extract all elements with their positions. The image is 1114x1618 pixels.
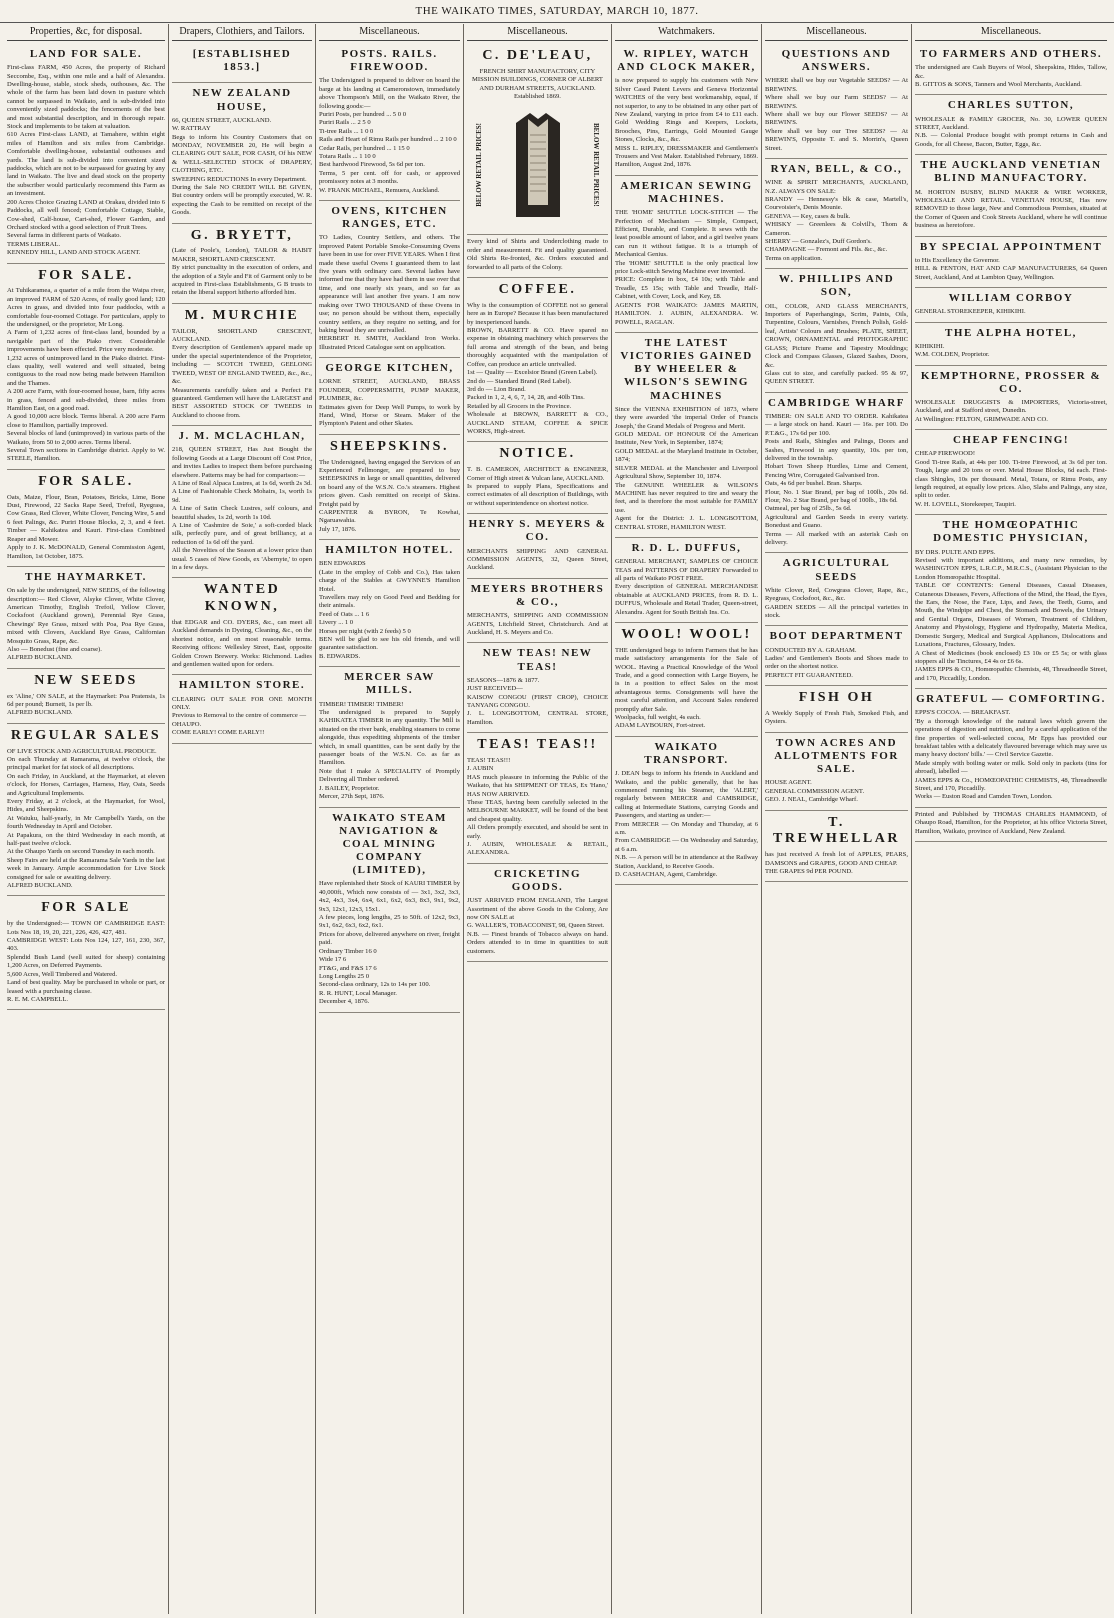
ad-body: OIL, COLOR, AND GLASS MERCHANTS, Importers of Paperhangings, Scrim, Paints, Oils, Turpentine, Colours, Varnishes, French Polish, Gold-leaf, Artists' Colours and Brushes; PLATE, SHEET, CROWN, ORNAMENTAL and PHOTOGRAPHIC GLASS; Picture Frame and Tapestry Mouldings; Clock and Compass Glasses, Glazed Sashes, Doors, &c. Glass cut to size, and carefully packed. 95 & 97, QUEEN STREET. xyxy=(765,302,908,386)
ad-body: White Clover, Red, Cowgrass Clover, Rape, &c., Ryegrass, Cocksfoot, &c., &c. GARDEN SEEDS — All the principal varieties in stock. xyxy=(765,586,908,619)
ad-body: THE undersigned begs to inform Farmers that he has made satisfactory arrangements for the Sale of WOOL. Having a Practical Knowledge of the Wool Trade, and a good connection with Large Buyers, he is in a position to effect Sales on the most advantageous terms. Consignments will have the most careful attention, and Account Sales rendered promptly after Sale. Woolpacks, full weight, 4s each. ADAM LAYBOURN, Fort-street. xyxy=(615,646,758,730)
advertisement-charles-sutton xyxy=(915,95,1107,155)
ad-body: T. B. CAMERON, ARCHITECT & ENGINEER, Corner of High street & Vulcan lane, AUCKLAND. Is prepared to supply Plans, Specifications and correct estimates of all description of Buildings, with or without superintendence on shortest notice. xyxy=(467,466,608,507)
advertisement-fish-oh xyxy=(765,686,908,733)
ad-title: WOOL! WOOL! xyxy=(621,626,752,642)
column-heading: Drapers, Clothiers, and Tailors. xyxy=(172,24,312,41)
ad-body: On sale by the undersigned, NEW SEEDS, of the following description:— Red Clover, Alsyke Clover, White Clover, American Timothy, English Trefoil, Yellow Clover, Cocksfoot (Auckland grown), Perennial Rye Grass, Chewings' Rye Grass, mixed with Poa, Poa Rye Grass, mixed with Clovers, Auckland Rye Grass, Californian Mosquito Grass, Rape, &c. Also — Bonedust (fine and coarse). ALFRED BUCKLAND. xyxy=(7,587,165,662)
ad-body: M. HORTON BUSBY, BLIND MAKER & WIRE WORKER, WHOLESALE AND RETAIL. VENETIAN HOUSE, Has now REMOVED to those large, New and Commodious Premises, situated at the Corner of Queen and Cook Streets Auckland, where he will continue business as heretofore. xyxy=(915,188,1107,230)
ad-title: RYAN, BELL, & CO., xyxy=(770,163,903,176)
masthead: THE WAIKATO TIMES, SATURDAY, MARCH 10, 1877. xyxy=(0,0,1114,23)
column-heading: Miscellaneous. xyxy=(765,24,908,41)
figure-caption-right: BELOW RETAIL PRICES! xyxy=(592,123,600,208)
advertisement-william-corboy xyxy=(915,288,1107,323)
ad-title: T. TREWHELLAR xyxy=(773,814,900,847)
ad-title: CAMBRIDGE WHARF xyxy=(768,396,905,409)
ad-title: MEYERS BROTHERS & CO., xyxy=(470,582,605,608)
advertisement-waikato-steam-navigation-coal-mining-com xyxy=(319,808,460,1013)
ad-body: First-class FARM, 450 Acres, the property of Richard Seccombe, Esq., within one mile and a half of Alexandra. Dwelling-house, stable, stock sheds, outhouses, &c. The whole of the farm has been laid down in pasture which cannot be surpassed in Waikato, and is sub-divided into conveniently sized paddocks; the fencements of the best and most substantial description, and in thorough repair. Stock and implements to be taken at valuation. 610 Acres First-class LAND, at Tamahere, within eight miles of Hamilton and six miles from Cambridge. Comfortable dwelling-house, substantial outhouses and yards. The land is sub-divided into convenient sized paddocks, which are not to be surpassed for grazing by any land in Waikato. The live and dead stock on the property the subscriber would particularly recommend this Farm as an investment. 200 Acres Choice Grazing LAND at Orakau, divided into 6 Paddocks, all well fenced; Comfortable Cottage, Stable, Cow-shed, Calf-house, Cart-shed, Flower Garden, and Orchard stocked with a good selection of Fruit Trees. Several farms in different parts of Waikato. TERMS LIBERAL. KENNEDY HILL, LAND AND STOCK AGENT. xyxy=(7,64,165,257)
ad-body: LORNE STREET, AUCKLAND, BRASS FOUNDER, COPPERSMITH, PUMP MAKER, PLUMBER, &c. Estimates given for Deep Well Pumps, to work by Hand, Wind, Horse or Steam. Maker of the Plympton's Patent and other Skates. xyxy=(319,378,460,428)
ad-title: CHEAP FENCING! xyxy=(952,434,1070,447)
advertisement-for-sale xyxy=(7,896,165,1010)
ad-body: that EDGAR and CO. DYERS, &c., can meet all Auckland demands in Dyeing, Cleaning, &c., on the shortest notice, and on most reasonable terms. Receiving offices: Wellesley Street, East, opposite Golden Crown Brewery. Works: Richmond. Ladies and gentlemen waited upon for orders. xyxy=(172,619,312,669)
ad-title: WAIKATO TRANSPORT. xyxy=(644,740,729,767)
advertisement-for-sale xyxy=(7,264,165,470)
column-7 xyxy=(912,24,1110,1614)
advertisement-ryan-bell-co xyxy=(765,159,908,269)
advertisement-land-for-sale xyxy=(7,44,165,264)
advertisement-for-sale xyxy=(7,470,165,567)
ad-title: WANTED KNOWN, xyxy=(203,582,281,615)
ad-title: KEMPTHORNE, PROSSER & CO. xyxy=(920,369,1102,395)
ad-body: CLEARING OUT SALE FOR ONE MONTH ONLY. Previous to Removal to the centre of commerce — OHAUPO. COME EARLY! COME EARLY!! xyxy=(172,695,312,737)
advertisement-ovens-kitchen-ranges-etc xyxy=(319,201,460,358)
ad-title: W. PHILLIPS AND SON, xyxy=(778,273,895,299)
advertisement-t-trewhellar xyxy=(765,811,908,883)
ad-title: FOR SALE. xyxy=(38,267,134,283)
column-1 xyxy=(4,24,169,1614)
advertisement-the-latest-victories-gained-by-wheeler-w xyxy=(615,333,758,538)
advertisement-w-phillips-and-son xyxy=(765,269,908,392)
ad-title: THE HAYMARKET. xyxy=(25,570,147,583)
ad-body: GENERAL STOREKEEPER, KIHIKIHI. xyxy=(915,308,1026,316)
ad-body: The Undersigned, having engaged the Services of an Experienced Fellmonger, are prepared to buy SHEEPSKINS in large or small quantities, delivered on board any of the W.S.N. Co.'s steamers. Highest prices given. Cash remitted on receipt of Skins. Freight paid by CARPENTER & BYRON, Te Kowhai, Ngaruawahia. July 17, 1876. xyxy=(319,458,460,533)
ad-body: is now prepared to supply his customers with New Silver Cased Patent Levers and Geneva Horizontal WATCHES of the very best workmanship, equal, if not superior, to any to be obtained in any other part of New Zealand, varying in price from £4 to £11 each. Gold Wedding Rings and Keepers, Lockets, Brooches, Pins, Earrings, Gold Mounted Gauge Stones, Clocks, &c., &c. MISS L. RIPLEY, DRESSMAKER and Gentlemen's Trousers and Vest Maker. Established February, 1869. Hamilton, August 2nd, 1876. xyxy=(615,77,758,169)
advertisement-posts-rails-firewood xyxy=(319,44,460,201)
ad-body: Since the VIENNA EXHIBITION of 1873, where they were awarded 'the imperial Order of Francis Joseph,' the Grand Medals of Progress and Merit. GOLD MEDAL OF HONOUR Of the American Institute, New York, in September, 1874; GOLD MEDAL at the Maryland Institute in October, 1874; SILVER MEDAL at the Manchester and Liverpool Agricultural Show, September 10, 1874. The GENUINE WHEELER & WILSON'S MACHINE has never required to tire and weary the feet, and is therefore the most suitable for FAMILY use. Agent for the District: J. L. LONGBOTTOM, CENTRAL STORE, HAMILTON WEST. xyxy=(615,405,758,531)
ad-body: 66, QUEEN STREET, AUCKLAND. W. RATTRAY Begs to inform his Country Customers that on MONDAY, NOVEMBER 20, He will begin a CLEARING OUT SALE, FOR CASH, Of his NEW & WELL-SELECTED STOCK of DRAPERY, CLOTHING, ETC. SWEEPING REDUCTIONS In every Department. During the Sale NO CREDIT WILL BE GIVEN, But country orders will be promptly executed, W. R. expecting the Cash to be remitted on receipt of the Goods. xyxy=(172,116,312,217)
ad-title: THE HOMŒOPATHIC DOMESTIC PHYSICIAN, xyxy=(933,519,1089,545)
ad-title: J. M. MCLACHLAN, xyxy=(178,430,306,443)
advertisement-wanted-known xyxy=(172,578,312,675)
advertisement-town-acres-and-allotments-for-sale xyxy=(765,733,908,811)
ad-body: CHEAP FIREWOOD! Good Ti-tree Rails, at 44s per 100. Ti-tree Firewood, at 3s 6d per ton. Tough, large and 20 tons or over. Metal House Blocks, 6d each. First-class Shingles, 10s per thousand. Metal, Totara, or Rimu Posts, any length required, at equally low prices. Also, Slabs and Palings, any size, split to order. W. H. LOVELL, Storekeeper, Taupiri. xyxy=(915,450,1107,508)
ad-title: LAND FOR SALE. xyxy=(29,48,143,60)
column-heading: Properties, &c, for disposal. xyxy=(7,24,165,41)
advertisement-c-de-leau xyxy=(467,44,608,235)
ad-title: REGULAR SALES xyxy=(10,727,162,743)
advertisement-kempthorne-prosser-co xyxy=(915,366,1107,431)
advertisement-the-hom-opathic-domestic-physician xyxy=(915,515,1107,689)
shirt-illustration xyxy=(502,105,574,225)
advertisement-the-haymarket xyxy=(7,567,165,669)
ad-body: Printed and Published by THOMAS CHARLES HAMMOND, of Ohaupo Road, Hamilton, for the Proprietor, at his office Victoria Street, Hamilton, Waikato, province of Auckland, New Zealand. xyxy=(915,810,1107,835)
ad-title: NEW TEAS! NEW TEAS! xyxy=(482,647,593,673)
figure-caption-left: BELOW RETAIL PRICES! xyxy=(475,123,483,208)
ad-body: (Late of Poole's, London), TAILOR & HABIT MAKER, SHORTLAND CRESCENT. By strict punctuality in the execution of orders, and the adoption of a Style and Fit of Garment only to be acquired in First-class Establishments, G B trusts to retain the liberal support hitherto afforded him. xyxy=(172,247,312,297)
advertisement-meyers-brothers-co xyxy=(467,579,608,644)
advertisement-coffee xyxy=(467,278,608,442)
ad-title: WILLIAM CORBOY xyxy=(948,292,1074,305)
ad-body: TIMBER: ON SALE AND TO ORDER. Kahikatea — a large stock on hand. Kauri — 16s. per 100. Do P.T.&G., 17s 6d per 100. Posts and Rails, Shingles and Palings, Doors and Sashes, Firewood in any quantity, 10s. per ton, delivered in the township. Hobart Town Sheep Hurdles, Lime and Cement, Fencing Wire, Corrugated Galvanised Iron. Oats, 4s 6d per bushel. Bran. Sharps. Flour, No. 1 Star Brand, per bag of 100lb., 20s 6d. Flour, No. 2 Star Brand, per bag of 100lb., 18s 6d. Oatmeal, per bag of 25lb., 5s 6d. Agricultural and Garden Seeds in every variety. Bonedust and Guano. Terms — All marked with an asterisk Cash on delivery. xyxy=(765,412,908,546)
column-heading: Miscellaneous. xyxy=(915,24,1107,41)
ad-body: MERCHANTS, SHIPPING AND COMMISSION AGENTS, Litchfield Street, Christchurch. And at Auckland, H. S. Meyers and Co. xyxy=(467,612,608,636)
ad-body: ex 'Aline,' ON SALE, at the Haymarket: Poa Pratensis, 1s 6d per pound; Burnett, 1s per lb. ALFRED BUCKLAND. xyxy=(7,692,165,717)
ad-title: TOWN ACRES AND ALLOTMENTS FOR SALE. xyxy=(774,736,899,776)
ad-title: G. BRYETT, xyxy=(190,227,294,243)
advertisement-hamilton-hotel xyxy=(319,540,460,667)
ad-body: Why is the consumption of COFFEE not so general here as in Europe? Because it has been manufactured by inexperienced hands. BROWN, BARRETT & CO. Have spared no expense in obtaining machinery which preserves the full aroma and strength of the bean, and being thoroughly acquainted with the manipulation of Coffee, can produce an article unrivalled. 1st — Quality — Excelsior Brand (Green Label). 2nd do — Standard Brand (Red Label). 3rd do — Lion Brand. Packed in 1, 2, 4, 6, 7, 14, 28, and 40lb Tins. Retailed by all Grocers in the Province. Wholesale at BROWN, BARRETT & CO., AUCKLAND STEAM, COFFEE & SPICE WORKS, High-street. xyxy=(467,301,608,435)
advertisement-notice xyxy=(467,442,608,514)
column-6 xyxy=(762,24,912,1614)
advertisement-george-kitchen xyxy=(319,358,460,435)
ad-title: HAMILTON HOTEL. xyxy=(325,544,454,557)
ad-body: BEN EDWARDS (Late in the employ of Cobb and Co.), Has taken charge of the Stables at GWYNNE'S Hamilton Hotel. Travellers may rely on Good Feed and Bedding for their animals. Feed of Oats ... 1 6 Livery ... 1 0 Horses per night (with 2 feeds) 5 0 BEN will be glad to see his old friends, and will guarantee satisfaction. B. EDWARDS. xyxy=(319,560,460,660)
advertisement-g-bryett xyxy=(172,224,312,304)
ad-title: QUESTIONS AND ANSWERS. xyxy=(781,48,892,74)
ad-body: WINE & SPIRIT MERCHANTS, AUCKLAND, N.Z. ALWAYS ON SALE: BRANDY — Hennessy's blk & case, Martell's, Courvoisier's, Denis Mounie. GENEVA — Key, cases & bulk. WHISKY — Greenlees & Colvill's, Thom & Cameron. SHERRY — Gonzalez's, Duff Gordon's. CHAMPAGNE — Fremont and Fils. &c., &c. Terms on application. xyxy=(765,179,908,262)
column-heading: Miscellaneous. xyxy=(319,24,460,41)
ad-title: W. RIPLEY, WATCH AND CLOCK MAKER, xyxy=(617,48,756,74)
ad-title: HENRY S. MEYERS & CO. xyxy=(468,518,607,544)
advertisement-new-zealand-house xyxy=(172,83,312,223)
ad-body: SEASONS—1876 & 1877. JUST RECEIVED— KAISOW CONGOU (FIRST CROP), CHOICE TANYANG CONGOU. J. L. LONGBOTTOM, CENTRAL STORE, Hamilton. xyxy=(467,676,608,726)
ad-body: WHOLESALE & FAMILY GROCER, No. 30, LOWER QUEEN STREET, Auckland. N.B. — Colonial Produce bought with prompt returns in Cash and Goods, for all Cheese, Bacon, Butter, Eggs, &c. xyxy=(915,115,1107,148)
ad-body: WHOLESALE DRUGGISTS & IMPORTERS, Victoria-street, Auckland, and at Stafford street, Dunedin. At Wellington: FELTON, GRIMWADE AND CO. xyxy=(915,399,1107,423)
advertisement-established-1853 xyxy=(172,44,312,83)
ad-title: TEAS! TEAS!! xyxy=(477,737,598,753)
column-2 xyxy=(169,24,316,1614)
ad-title: TO FARMERS AND OTHERS. xyxy=(919,48,1103,60)
ad-body: TIMBER! TIMBER! TIMBER! The undersigned is prepared to Supply KAHIKATEA TIMBER in any quantity. The Mill is situated on the river bank, enabling steamers to come alongside, thus expediting shipments of the timber which, in small quantities, can be sent daily by the passenger boats of the W.S.N. Co. as far as Hamilton. Note that I make A SPECIALITY of Promptly Delivering all Timber ordered. J. BAILEY, Proprietor. Mercer, 27th Sept, 1876. xyxy=(319,700,460,801)
ad-title: WAIKATO STEAM NAVIGATION & COAL MINING COMPANY (LIMITED), xyxy=(332,811,447,877)
ad-body: BY DRS. PULTE AND EPPS. Revised with important additions, and many new remedies, by WASHINGTON EPPS, L.R.C.P., M.R.C.S., (Assistant Physician to the London Homœopathic Hospital. TABLE OF CONTENTS: General Diseases, Casual Diseases, Cutaneous Diseases, Fevers, Affections of the Mind, the Head, the Eyes, the Ears, the Nose, the Face, Lips, and Jaws, the Teeth, Gums, and Mouth, the Windpipe and Chest, the Stomach and Bowels, the Urinary and Genital Organs, Diseases of Women, Treatment of Children, Anatomy and Physiology, Hygiene and Hydropathy, Materia Medica, Domestic Surgery, Medical and Surgical Appliances, Dislocations and Luxations, Fractures, Glossary, Index. A Chest of Medicines (book enclosed) £3 10s or £5 5s; or with glass stoppers all the Tinctures, £4 4s or £6 6s. JAMES EPPS & CO., Homœopathic Chemists, 48, Threadneedle Street, and 170, Piccadilly, London. xyxy=(915,548,1107,682)
ad-body: TAILOR, SHORTLAND CRESCENT, AUCKLAND. Every description of Gentlemen's apparel made up under the special superintendence of the Proprietor, including — SCOTCH TWEED, GEELONG TWEED, WEST OF ENGLAND TWEED, &c., &c., &c. Measurements carefully taken and a Perfect Fit guaranteed. Gentlemen will have the LARGEST and BEST ASSORTED STOCK OF TWEEDS in Auckland to choose from. xyxy=(172,327,312,419)
advertisement-r-d-l-duffus xyxy=(615,538,758,623)
column-5 xyxy=(612,24,762,1614)
advertisement-the-alpha-hotel xyxy=(915,323,1107,366)
column-3 xyxy=(316,24,464,1614)
ad-body: CONDUCTED BY A. GRAHAM. Ladies' and Gentlemen's Boots and Shoes made to order on the shortest notice. PERFECT FIT GUARANTEED. xyxy=(765,646,908,679)
ad-body: J. DEAN begs to inform his friends in Auckland and Waikato, and the public generally, that he has commenced running his Steamer, the 'ALERT,' regularly between MERCER and CAMBRIDGE, calling at Intermediate Stations, carrying Goods and Passengers, and starting as under:— From MERCER — On Monday and Thursday, at 6 a.m. From CAMBRIDGE — On Wednesday and Saturday, at 6 a.m. N.B. — A person will be in attendance at the Railway Station, Auckland, to Receive Goods. D. CASHACHAN, Agent, Cambridge. xyxy=(615,770,758,879)
column-heading: Watchmakers. xyxy=(615,24,758,41)
advertisement-hamilton-store xyxy=(172,675,312,743)
advertisement-agricultural-seeds xyxy=(765,553,908,626)
ad-body: A Weekly Supply of Fresh Fish, Smoked Fish, and Oysters. xyxy=(765,710,908,726)
advertisement-cambridge-wharf xyxy=(765,393,908,554)
advertisement-sheepskins xyxy=(319,435,460,540)
ad-title: CRICKETING GOODS. xyxy=(493,867,582,894)
ad-body: by the Undersigned:— TOWN OF CAMBRIDGE EAST: Lots Nos 18, 19, 20, 221, 226, 426, 427, 481. CAMBRIDGE WEST: Lots Nos 124, 127, 161, 230, 367, 403. Splendid Bush Land (well suited for sheep) containing 1,200 Acres, on Deferred Payments. 5,600 Acres, Well Timbered and Watered. Land of best quality. May be purchased in whole or part, or leased with a purchasing clause. R. E. M. CAMPBELL. xyxy=(7,920,165,1003)
ad-body: has just received A fresh lot of APPLES, PEARS, DAMSONS and GRAPES, GOOD AND CHEAP. THE GRAPES 9d PER POUND. xyxy=(765,851,908,876)
ad-body: Have replenished their Stock of KAURI TIMBER by 40,000ft., Which now consists of — 3x1, 3x2, 3x3, 4x2, 4x3, 3x4, 6x4, 6x1, 6x2, 6x3, 8x3, 9x1, 9x2, 9x3, 12x1, 12x3, 15x1. A few pieces, long lengths, 25 to 50ft. of 12x2, 9x3, 9x1, 6x2, 6x3, 6x2, 6x1. Prices for above, delivered anywhere on river, freight paid. Ordinary Timber 16 0 Wide 17 6 FT&G, and F&S 17 6 Long Lengths 25 0 Second-class ordinary, 12s to 14s per 100. R. R. HUNT, Local Manager. December 4, 1876. xyxy=(319,880,460,1006)
advertisement-wool-wool xyxy=(615,623,758,737)
ad-title: FISH OH xyxy=(798,690,875,706)
ad-title: CHARLES SUTTON, xyxy=(947,99,1075,112)
ad-title: C. DE'LEAU, xyxy=(482,48,593,63)
advertisement-american-sewing-machines xyxy=(615,176,758,333)
ad-body: JUST ARRIVED FROM ENGLAND, The Largest Assortment of the above Goods in the Colony, Are now ON SALE at G. WALLER'S, TOBACCONIST, 98, Queen Street. N.B. — Finest brands of Tobacco always on hand. Orders attended to in time in quantities to suit customers. xyxy=(467,897,608,955)
column-heading: Miscellaneous. xyxy=(467,24,608,41)
ad-body: to His Excellency the Governor. HILL & FENTON, HAT AND CAP MANUFACTURERS, 64 Queen Street, Auckland, And at Lambton Quay, Wellington. xyxy=(915,256,1107,281)
advertisement-untitled xyxy=(467,235,608,278)
ad-title: GEORGE KITCHEN, xyxy=(325,362,454,375)
ad-body: THE 'HOME' SHUTTLE LOCK-STITCH — The Perfection of Mechanism — Simple, Compact, Efficient, Durable, and Complete. It sews with the least possible amount of labor, and a girl twelve years can run it without fatigue. It is a triumph of Mechanical Genius. The 'HOME' SHUTTLE is the only practical low price Lock-stitch Sewing Machine ever invented. PRICE: Complete in box, £4 10s; with Table and Treadle, £5 15s; with Table and Treadle, Half-Cabinet, with Cover, Lock, and Key, £8. AGENTS FOR WAIKATO: JAMES MARTIN, HAMILTON. J. AUBIN, ALEXANDRA. W. POWELL, RAGLAN. xyxy=(615,209,758,326)
advertisement-j-m-mclachlan xyxy=(172,426,312,578)
ad-body: The Undersigned is prepared to deliver on board the barge at his landing at Cameronstown, immediately above Thompson's Mill, on the Waikato River, the following goods:— Puriri Posts, per hundred ... 5 0 0 Puriri Rails ... 2 5 0 Ti-tree Rails ... 1 0 0 Rails and Heart of Rimu Rails per hundred ... 2 10 0 Cedar Rails, per hundred ... 1 15 0 Totara Rails ... 1 10 0 Best hardwood Firewood, 5s 6d per ton. Terms, 5 per cent. off for cash, or approved promissory notes at 3 months. W. FRANK MICHAEL, Remuera, Auckland. xyxy=(319,77,460,194)
advertisement-cheap-fencing xyxy=(915,430,1107,515)
advertisement-waikato-transport xyxy=(615,737,758,886)
ad-title: R. D. L. DUFFUS, xyxy=(631,541,742,554)
ad-title: GRATEFUL — COMFORTING. xyxy=(916,693,1106,706)
advertisement-grateful-comforting xyxy=(915,689,1107,808)
advertisement-by-special-appointment xyxy=(915,237,1107,288)
ad-body: FRENCH SHIRT MANUFACTORY, CITY MISSION BUILDINGS, CORNER OF ALBERT AND DURHAM STREETS, AUCKLAND. Established 1869. xyxy=(472,67,603,101)
advertisement-mercer-saw-mills xyxy=(319,667,460,807)
ad-title: NOTICE. xyxy=(499,446,576,462)
shirt-figure xyxy=(467,105,608,225)
advertisement-new-teas-new-teas xyxy=(467,643,608,733)
ad-body: Oats, Maize, Flour, Bran, Potatoes, Bricks, Lime, Bone Dust, Firewood, 22 Sacks Rape Seed, Trefoil, Ryegrass, Cow Grass, Red Clover, White Clover, Fencing Wire, 5 and 6 feet Palings, &c. Puriri House Blocks, 2, 3, and 4 feet. Timber — Kahikatea and Kauri. First-class Combined Reaper and Mower. Apply to J. K. McDONALD, General Commission Agent, Hamilton, 1st October, 1875. xyxy=(7,493,165,560)
ad-body: 218, QUEEN STREET, Has Just Bought the following Goods at a Large Discount off Cost Price, and invites Ladies to inspect them before purchasing elsewhere. Patterns may be had for comparison:— A Line of Real Alpaca Lustres, at 1s 6d, worth 2s 3d. A Line of Fashionable Check Mohairs, 1s, worth 1s 9d. A Line of Satin Check Lustres, self colours, and beautiful shades, 1s 2d, worth 1s 10d. A Line of 'Cashmire de Soie,' a soft-corded black silk, perfectly pure, and of great brilliancy, at a reduction of 1s 6d off the yard. All the Novelties of the Season at a lower price than usual. 5 cases of New Goods, ex 'Abernyte,' to open in a few days. xyxy=(172,446,312,571)
ad-title: NEW SEEDS xyxy=(34,672,138,688)
advertisement-cricketing-goods xyxy=(467,864,608,962)
advertisement-the-auckland-venetian-blind-manufactory xyxy=(915,155,1107,236)
advertisement-teas-teas xyxy=(467,733,608,864)
ad-title: AGRICULTURAL SEEDS xyxy=(782,557,891,583)
ad-body: TEAS! TEAS!!! J. AUBIN HAS much pleasure in informing the Public of the Waikato, that his SHIPMENT OF TEAS, Ex 'Hano,' HAS NOW ARRIVED. These TEAS, having been carefully selected in the MELBOURNE MARKET, will be found of the best and cheapest quality. All Orders promptly executed, and should be sent in early. J. AUBIN, WHOLESALE & RETAIL, ALEXANDRA. xyxy=(467,756,608,857)
ad-body: GENERAL MERCHANT, SAMPLES OF CHOICE TEAS and PATTERNS OF DRAPERY Forwarded to all parts of Waikato POST FREE. Every description of GENERAL MERCHANDISE obtainable at AUCKLAND PRICES, from R. D. L. DUFFUS, Wholesale and Retail Trader, Queen-street, Alexandra. Agent for South British Ins. Co. xyxy=(615,558,758,616)
ad-title: MERCER SAW MILLS. xyxy=(344,671,435,697)
ad-body: OF LIVE STOCK AND AGRICULTURAL PRODUCE. On each Thursday at Ramarama, at twelve o'clock, the principal market for fat stock of all descriptions. On each Friday, in Auckland, at the Haymarket, at eleven o'clock, for Horses, Carriages, Harness, Hay, Oats, Seeds and Agricultural Implements. Every Friday, at 2 o'clock, at the Haymarket, for Wool, Hides, and Sheepskins. At Waiuku, half-yearly, in Mr Campbell's Yards, on the fourth Wednesday in April and October. At Papakura, on the third Wednesday in each month, at half-past twelve o'clock. At the Ohaupo Yards on second Tuesday in each month. Sheep Fairs are held at the Ramarama Sale Yards in the last week in January. Ample accommodation for Live Stock consigned for sale or awaiting delivery. ALFRED BUCKLAND. xyxy=(7,747,165,890)
ad-title: THE AUCKLAND VENETIAN BLIND MANUFACTORY. xyxy=(920,159,1102,185)
advertisement-m-murchie xyxy=(172,304,312,426)
column-4 xyxy=(464,24,612,1614)
column-container xyxy=(4,24,1110,1614)
ad-body: HOUSE AGENT. GENERAL COMMISSION AGENT. GEO. J. NEAL, Cambridge Wharf. xyxy=(765,779,865,804)
ad-body: The undersigned are Cash Buyers of Wool, Sheepskins, Hides, Tallow, &c. B. GITTOS & SONS, Tanners and Wool Merchants, Auckland. xyxy=(915,64,1107,88)
advertisement-to-farmers-and-others xyxy=(915,44,1107,95)
ad-title: THE ALPHA HOTEL, xyxy=(945,326,1077,339)
ad-body: TO Ladies, Country Settlers, and others. The improved Patent Portable Smoke-Consuming Ovens have been in use for over FIVE YEARS. When I first made these useful Ovens I guaranteed them to last five years with ordinary care. Several ladies have informed me that they have had them in use over that time, and one nearly six years, and so far as appearance will last another five years. I am now making over TWO THOUSAND of these Ovens in use; no person should be without them, especially country settlers, as they require no setting, and for baking bread they are unrivalled. HERBERT H. SMITH, Auckland Iron Works. Illustrated Priced Catalogue sent on application. xyxy=(319,234,460,351)
advertisement-boot-department xyxy=(765,626,908,686)
ad-body: At Tuhikaramea, a quarter of a mile from the Waipa river, an improved FARM of 520 Acres, of really good land; 120 Acres in grass, and divided into four paddocks, with a comfortable four-roomed Cottage. For particulars, apply to the undersigned, or the proprietor, Mr Long. A Farm of 1,232 acres of first-class land, bounded by a navigable part of the Piako river. Considerable improvements have been effected. Price very moderate. 1,232 acres of unimproved land in the Piako district. First-class quality, well watered and well situated, being contiguous to the road now being made between Hamilton and the Thames. A 200 acre Farm, with four-roomed house, barn, fifty acres in grass, fenced and sub-divided, three miles from Hamilton East, on a good road. A good 10,000 acre block. Terms liberal. A 200 acre Farm close to Hamilton, partially improved. Several blocks of land (unimproved) in various parts of the Waikato, from 50 to 2,000 acres. Terms liberal. Several Town sections in Cambridge district. Apply to W. STEELE, Hamilton. xyxy=(7,287,165,463)
advertisement-henry-s-meyers-co xyxy=(467,514,608,579)
ad-title: BY SPECIAL APPOINTMENT xyxy=(919,240,1103,253)
advertisement-regular-sales xyxy=(7,724,165,897)
advertisement-untitled xyxy=(915,808,1107,842)
ad-title: COFFEE. xyxy=(498,282,577,298)
ad-body: KIHIKIHI. W.M. COLDEN, Proprietor. xyxy=(915,342,990,359)
ad-body: MERCHANTS SHIPPING AND GENERAL COMMISSION AGENTS, 32, Queen Street, Auckland. xyxy=(467,547,608,572)
ad-title: AMERICAN SEWING MACHINES. xyxy=(620,179,753,206)
ad-body: Every kind of Shirts and Underclothing made to order and measurement. Fit and quality guaranteed. Old Shirts Re-fronted, &c. Orders executed and forwarded to all parts of the Colony. xyxy=(467,238,608,271)
advertisement-new-seeds xyxy=(7,669,165,724)
ad-body: WHERE shall we buy our Vegetable SEEDS? — At BREWIN'S. Where shall we buy our Farm SEEDS? — At BREWIN'S. Where shall we buy our Flower SEEDS? — At BREWIN'S. Where shall we buy our Tree SEEDS? — At BREWIN'S, Opposite T. and S. Morrin's, Queen Street. xyxy=(765,77,908,152)
ad-body: EPPS'S COCOA. — BREAKFAST. 'By a thorough knowledge of the natural laws which govern the operations of digestion and nutrition, and by a careful application of the fine properties of well-selected cocoa, Mr Epps has provided our breakfast tables with a delicately flavoured beverage which may save us many heavy doctors' bills.' — Civil Service Gazette. Made simply with boiling water or milk. Sold only in packets (tins for abroad), labelled — JAMES EPPS & Co., HOMŒOPATHIC CHEMISTS, 48, Threadneedle Street, and 170, Piccadilly. Works — Euston Road and Camden Town, London. xyxy=(915,709,1107,801)
ad-title: SHEEPSKINS. xyxy=(330,438,449,454)
ad-title: FOR SALE xyxy=(41,900,131,916)
ad-title: [ESTABLISHED 1853.] xyxy=(192,48,292,74)
ad-title: M. MURCHIE xyxy=(184,307,300,323)
advertisement-w-ripley-watch-and-clock-maker xyxy=(615,44,758,176)
ad-title: OVENS, KITCHEN RANGES, ETC. xyxy=(331,205,448,231)
ad-title: HAMILTON STORE. xyxy=(178,679,306,692)
ad-title: POSTS. RAILS. FIREWOOD. xyxy=(341,48,438,74)
ad-title: BOOT DEPARTMENT xyxy=(769,630,904,643)
ad-title: NEW ZEALAND HOUSE, xyxy=(192,87,292,113)
advertisement-questions-and-answers xyxy=(765,44,908,159)
ad-title: FOR SALE. xyxy=(38,473,134,489)
ad-title: THE LATEST VICTORIES GAINED BY WHEELER & WILSON'S SEWING MACHINES xyxy=(620,336,753,402)
